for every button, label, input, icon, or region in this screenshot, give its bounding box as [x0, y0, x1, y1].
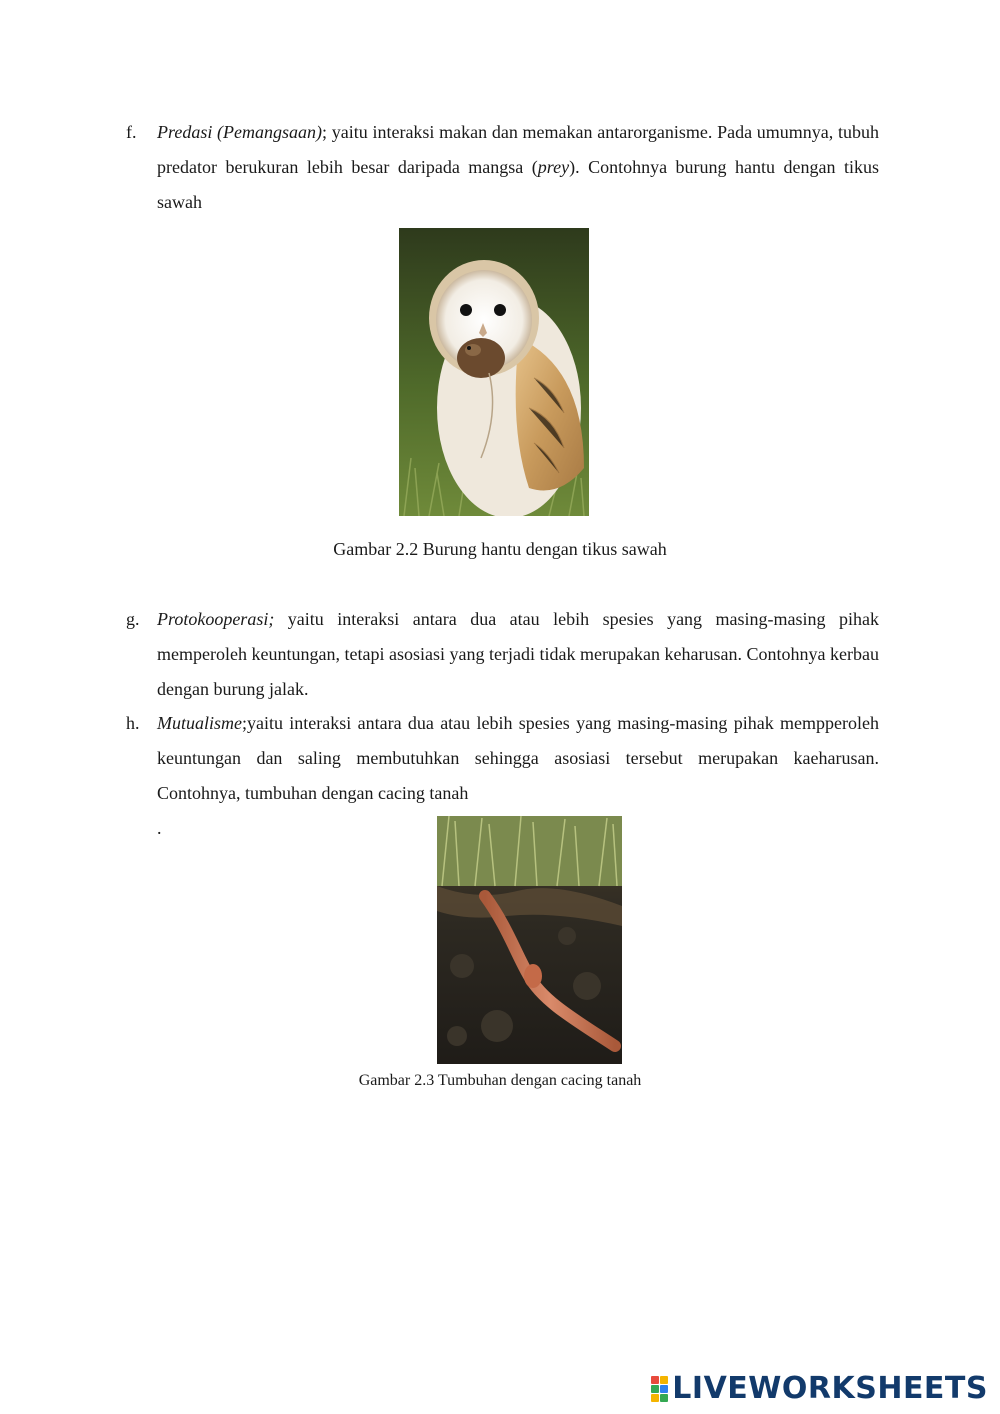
- term-protokooperasi: Protokooperasi;: [157, 609, 275, 629]
- list-marker: f.: [126, 122, 137, 142]
- liveworksheets-logo: [651, 1371, 988, 1406]
- list-item-text: Mutualisme;yaitu interaksi antara dua atau lebih spesies yang masing-masing pihak mempperoleh keuntungan dan saling membutuhkan sehingga asosiasi tersebut merupakan kaeharusan. Contohnya, tumbuhan dengan cacing tanah: [157, 713, 879, 803]
- list-item-text: Predasi (Pemangsaan); yaitu interaksi makan dan memakan antarorganisme. Pada umumnya, tubuh predator berukuran lebih besar daripada mangsa (prey). Contohnya burung hantu dengan tikus sawah: [157, 122, 879, 212]
- figure-caption-worm: Gambar 2.3 Tumbuhan dengan cacing tanah: [358, 1072, 642, 1089]
- term-predasi: Predasi (Pemangsaan): [157, 122, 323, 142]
- logo-text: LIVEWORKSHEETS: [672, 1371, 988, 1406]
- logo-mark-icon: [651, 1376, 668, 1402]
- stray-dot: .: [157, 818, 162, 838]
- term-prey: prey: [537, 157, 570, 177]
- list-marker: g.: [126, 609, 140, 629]
- list-item-protokooperasi: [126, 602, 879, 707]
- list-item-text: Protokooperasi; yaitu interaksi antara dua atau lebih spesies yang masing-masing pihak memperoleh keuntungan, tetapi asosiasi yang terjadi tidak merupakan keharusan. Contohnya kerbau dengan burung jalak.: [157, 609, 879, 699]
- list-item-mutualisme: [126, 706, 879, 811]
- earthworm-photo: [437, 816, 622, 1064]
- term-mutualisme: Mutualisme: [157, 713, 242, 733]
- figure-caption-owl: Gambar 2.2 Burung hantu dengan tikus sawah: [333, 539, 667, 559]
- list-item-predasi: [126, 115, 879, 220]
- owl-with-mouse-photo: [399, 228, 589, 516]
- list-marker: h.: [126, 713, 140, 733]
